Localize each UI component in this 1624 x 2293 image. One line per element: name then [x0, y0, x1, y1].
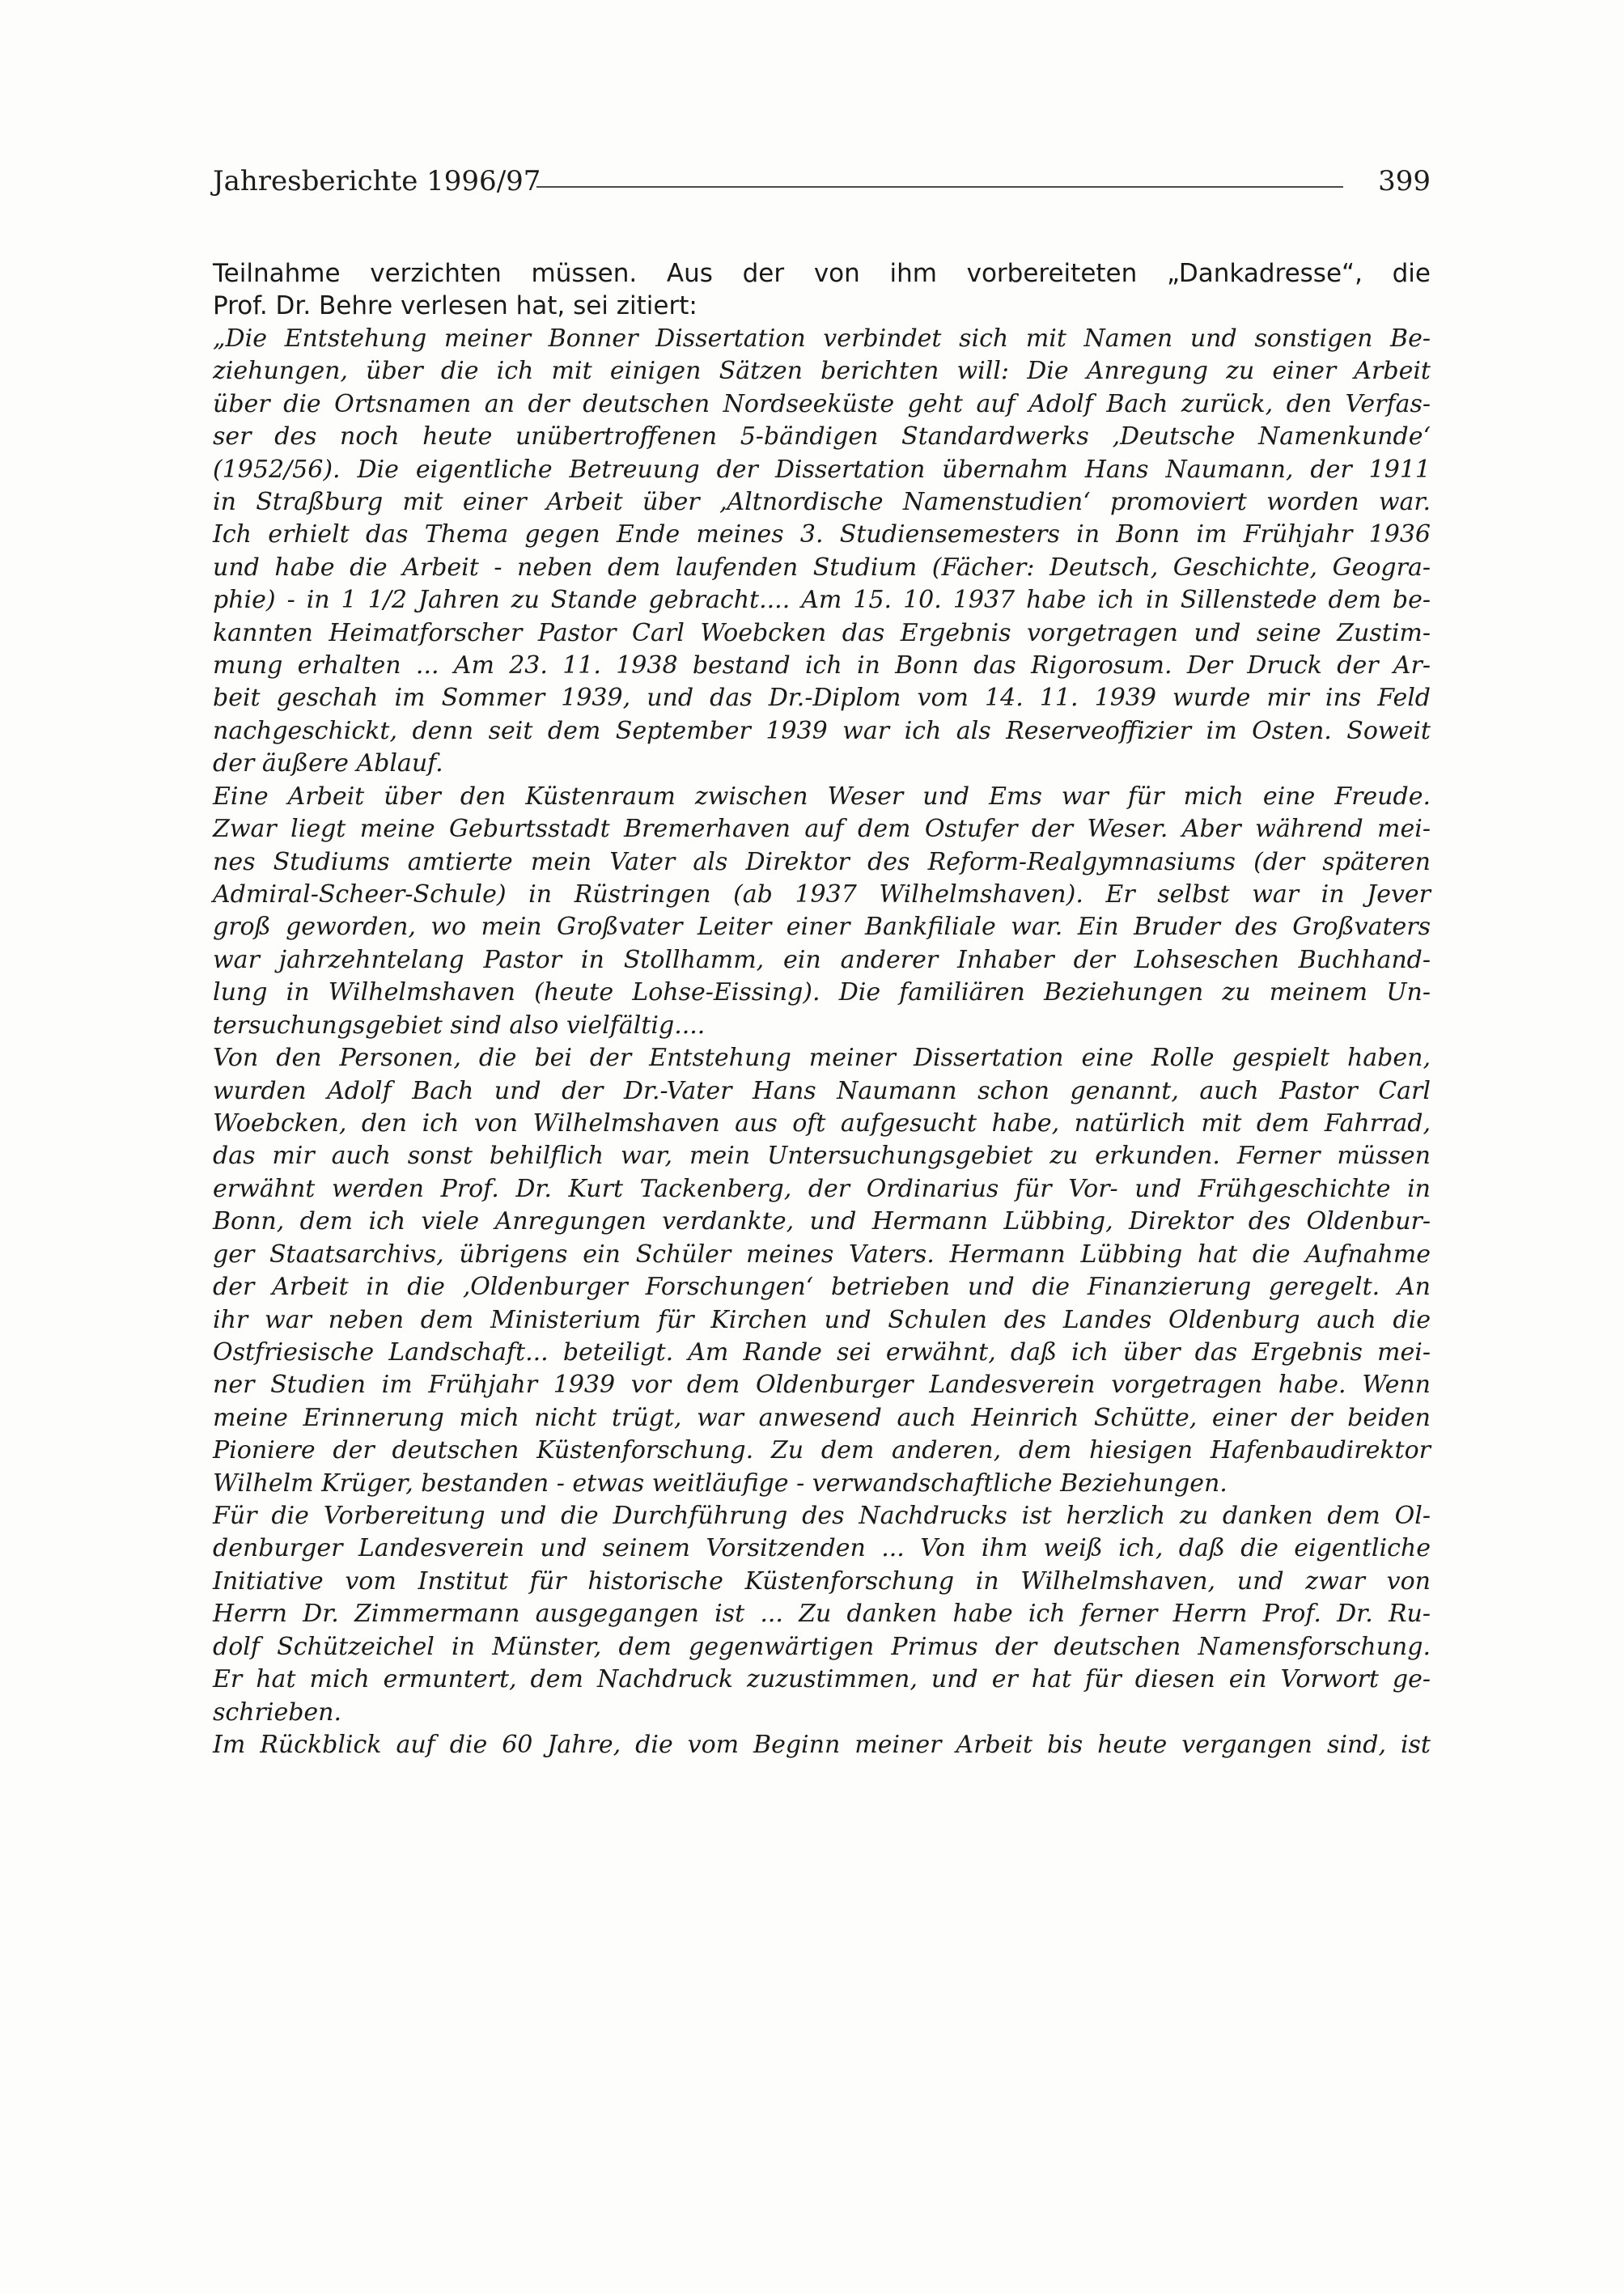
- running-header: [213, 162, 1431, 212]
- quote-line: nes Studiums amtierte mein Vater als Direktor des Reform-Realgymnasiums (der späteren: [213, 847, 1431, 876]
- quote-line: Ich erhielt das Thema gegen Ende meines 3. Studiensemesters in Bonn im Frühjahr 1936: [213, 520, 1431, 549]
- quote-line: dolf Schützeichel in Münster, dem gegenwärtigen Primus der deutschen Namensforschung.: [213, 1632, 1431, 1661]
- quote-line: Admiral-Scheer-Schule) in Rüstringen (ab 1937 Wilhelmshaven). Er selbst war in Jever: [213, 880, 1431, 909]
- intro-line: Prof. Dr. Behre verlesen hat, sei zitiert:: [213, 291, 698, 321]
- quote-line: kannten Heimatforscher Pastor Carl Woebcken das Ergebnis vorgetragen und seine Zustim-: [213, 618, 1431, 647]
- body-text: [213, 257, 1431, 1761]
- quote-line: Woebcken, den ich von Wilhelmshaven aus oft aufgesucht habe, natürlich mit dem Fahrrad,: [213, 1108, 1431, 1138]
- quote-line: lung in Wilhelmshaven (heute Lohse-Eissing). Die familiären Beziehungen zu meinem Un-: [213, 978, 1431, 1007]
- running-title: Jahresberichte 1996/97: [213, 165, 541, 197]
- quote-line: Pioniere der deutschen Küstenforschung. Zu dem anderen, dem hiesigen Hafenbaudirektor: [213, 1436, 1431, 1465]
- quote-line: Initiative vom Institut für historische Küstenforschung in Wilhelmshaven, und zwar von: [213, 1566, 1431, 1596]
- quote-line: beit geschah im Sommer 1939, und das Dr.-Diplom vom 14. 11. 1939 wurde mir ins Feld: [213, 684, 1431, 713]
- quote-line: ger Staatsarchivs, übrigens ein Schüler meines Vaters. Hermann Lübbing hat die Aufnahme: [213, 1240, 1431, 1269]
- quote-line: meine Erinnerung mich nicht trügt, war anwesend auch Heinrich Schütte, einer der beiden: [213, 1403, 1431, 1432]
- quote-line: ihr war neben dem Ministerium für Kirchen und Schulen des Landes Oldenburg auch die: [213, 1305, 1431, 1334]
- quote-line: Bonn, dem ich viele Anregungen verdankte, und Hermann Lübbing, Direktor des Oldenbur-: [213, 1207, 1431, 1236]
- quote-line: Herrn Dr. Zimmermann ausgegangen ist ... Zu danken habe ich ferner Herrn Prof. Dr. Ru-: [213, 1600, 1431, 1629]
- quote-line: und habe die Arbeit - neben dem laufenden Studium (Fächer: Deutsch, Geschichte, Geogra-: [213, 553, 1431, 582]
- quote-line: groß geworden, wo mein Großvater Leiter einer Bankfiliale war. Ein Bruder des Großvaters: [213, 913, 1431, 942]
- quote-line: der äußere Ablauf.: [213, 749, 443, 778]
- quote-line: Von den Personen, die bei der Entstehung meiner Dissertation eine Rolle gespielt haben,: [213, 1044, 1431, 1073]
- quote-line: über die Ortsnamen an der deutschen Nordseeküste geht auf Adolf Bach zurück, den Verfas-: [213, 389, 1431, 418]
- page-number: 399: [1378, 165, 1431, 197]
- quote-line: schrieben.: [213, 1697, 342, 1727]
- quote-line: Zwar liegt meine Geburtsstadt Bremerhaven auf dem Ostufer der Weser. Aber während mei-: [213, 815, 1431, 844]
- quote-line: das mir auch sonst behilflich war, mein Untersuchungsgebiet zu erkunden. Ferner müssen: [213, 1142, 1431, 1171]
- quote-line: mung erhalten ... Am 23. 11. 1938 bestand ich in Bonn das Rigorosum. Der Druck der Ar-: [213, 651, 1431, 680]
- quote-line: Er hat mich ermuntert, dem Nachdruck zuzustimmen, und er hat für diesen ein Vorwort ge-: [213, 1665, 1431, 1694]
- quote-line: der Arbeit in die ‚Oldenburger Forschungen‘ betrieben und die Finanzierung geregelt. An: [213, 1273, 1431, 1302]
- quote-line: war jahrzehntelang Pastor in Stollhamm, ein anderer Inhaber der Lohseschen Buchhand-: [213, 945, 1431, 974]
- quote-line: Wilhelm Krüger, bestanden - etwas weitläufige - verwandschaftliche Beziehungen.: [213, 1469, 1228, 1498]
- quote-line: nachgeschickt, denn seit dem September 1939 war ich als Reserveoffizier im Osten. Soweit: [213, 716, 1431, 745]
- quote-line: phie) - in 1 1/2 Jahren zu Stande gebracht.... Am 15. 10. 1937 habe ich in Sillenstede dem be-: [213, 586, 1431, 615]
- quote-line: in Straßburg mit einer Arbeit über ‚Altnordische Namenstudien‘ promoviert worden war.: [213, 487, 1431, 516]
- quote-line: erwähnt werden Prof. Dr. Kurt Tackenberg, der Ordinarius für Vor- und Frühgeschichte in: [213, 1174, 1431, 1203]
- intro-line: Teilnahme verzichten müssen. Aus der von ihm vorbereiteten „Dankadresse“, die: [213, 259, 1431, 288]
- header-rule: [536, 186, 1343, 188]
- quote-line: tersuchungsgebiet sind also vielfältig....: [213, 1011, 706, 1040]
- quote-line: Eine Arbeit über den Küstenraum zwischen Weser und Ems war für mich eine Freude.: [213, 782, 1431, 811]
- quote-line: ziehungen, über die ich mit einigen Sätzen berichten will: Die Anregung zu einer Arbeit: [213, 357, 1431, 386]
- quote-line: ser des noch heute unübertroffenen 5-bändigen Standardwerks ‚Deutsche Namenkunde‘: [213, 422, 1431, 451]
- quote-line: Im Rückblick auf die 60 Jahre, die vom Beginn meiner Arbeit bis heute vergangen sind, ist: [213, 1730, 1431, 1759]
- quote-line: ner Studien im Frühjahr 1939 vor dem Oldenburger Landesverein vorgetragen habe. Wenn: [213, 1371, 1431, 1400]
- quote-line: (1952/56). Die eigentliche Betreuung der Dissertation übernahm Hans Naumann, der 1911: [213, 455, 1431, 484]
- quote-line: denburger Landesverein und seinem Vorsitzenden ... Von ihm weiß ich, daß die eigentliche: [213, 1534, 1431, 1563]
- quote-line: „Die Entstehung meiner Bonner Dissertation verbindet sich mit Namen und sonstigen Be-: [213, 324, 1431, 353]
- quote-line: Für die Vorbereitung und die Durchführung des Nachdrucks ist herzlich zu danken dem Ol-: [213, 1502, 1431, 1531]
- quote-line: Ostfriesische Landschaft... beteiligt. Am Rande sei erwähnt, daß ich über das Ergebnis mei-: [213, 1337, 1431, 1367]
- quote-line: wurden Adolf Bach und der Dr.-Vater Hans Naumann schon genannt, auch Pastor Carl: [213, 1076, 1431, 1105]
